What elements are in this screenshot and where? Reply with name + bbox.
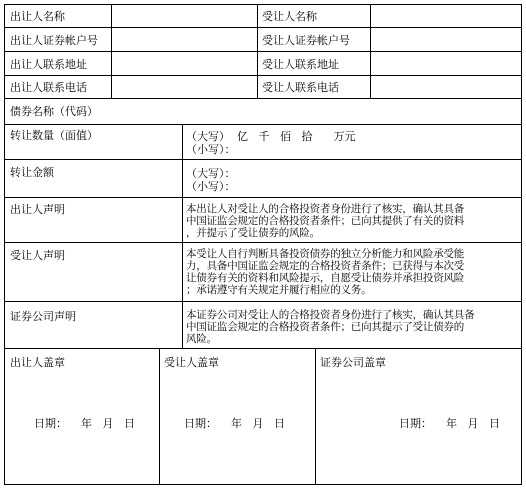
transferor-seal-date: 日期： 年 月 日 [34,417,135,430]
broker-statement-label: 证券公司声明 [10,310,76,323]
transferor-seal-label: 出让人盖章 [10,356,65,369]
transferor-account-label: 出让人证券帐户号 [10,34,98,47]
transferee-name-label: 受让人名称 [262,10,317,23]
quantity-upper-line: （大写） 亿 千 佰 拾 万元 [186,130,356,143]
broker-seal-date: 日期： 年 月 日 [399,417,500,430]
transferee-statement-text: 本受让人自行判断具备投资债券的独立分析能力和风险承受能 力，具备中国证监会规定的合格投资者条件；已获得与本次受 让债券有关的资料和风险提示，自愿受让债券并承担投资风险 ；承诺遵守有关规定并履行相应的义务。 [186,248,465,296]
transferor-statement-text: 本出让人对受让人的合格投资者身份进行了核实，确认其具备 中国证监会规定的合格投资者条件；已向其提供了有关的资料 ，并提示了受让债券的风险。 [186,203,465,239]
transferee-seal-label: 受让人盖章 [164,356,219,369]
bond-name-label: 债券名称（代码） [10,105,98,118]
quantity-label: 转让数量（面值） [10,129,98,142]
transferor-name-label: 出让人名称 [10,10,65,23]
amount-label: 转让金额 [10,166,54,179]
form-grid-lines [4,4,522,485]
quantity-lower-line: （小写）： [186,143,236,156]
transferor-phone-label: 出让人联系电话 [10,81,87,94]
broker-statement-text: 本证券公司对受让人的合格投资者身份进行了核实，确认其具备 中国证监会规定的合格投资者条件；已向其提示了受让债券的 风险。 [186,309,475,345]
transferee-phone-label: 受让人联系电话 [262,81,339,94]
transferor-statement-label: 出让人声明 [10,203,65,216]
broker-seal-label: 证券公司盖章 [320,356,386,369]
transferee-address-label: 受让人联系地址 [262,58,339,71]
bond-transfer-form [4,4,522,485]
transferor-address-label: 出让人联系地址 [10,58,87,71]
amount-upper-line: （大写）： [186,167,236,180]
amount-lower-line: （小写）： [186,180,236,193]
transferee-statement-label: 受让人声明 [10,249,65,262]
transferee-account-label: 受让人证券帐户号 [262,34,350,47]
transferee-seal-date: 日期： 年 月 日 [184,417,285,430]
